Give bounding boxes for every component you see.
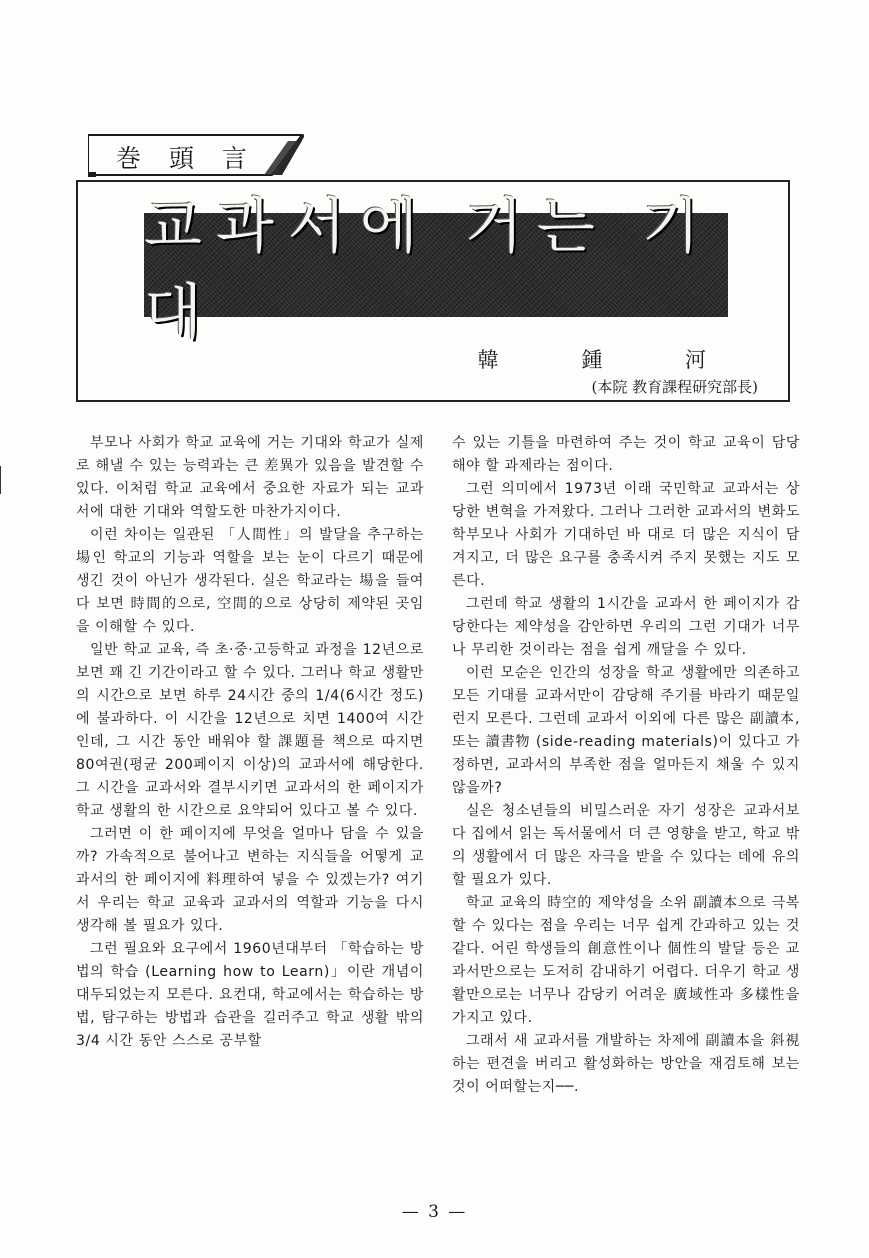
- author-affiliation: (本院 教育課程研究部長): [591, 378, 758, 396]
- title-banner: [144, 192, 728, 348]
- paragraph: 일반 학교 교육, 즉 초·중·고등학교 과정을 12년으로 보면 꽤 긴 기간이라고 할 수 있다. 그러나 학교 생활만의 시간으로 보면 하루 24시간 중의 1/4(6시간 정도)에 불과하다. 이 시간을 12년으로 치면 1400여 시간인데, 그 시간 동안 배워야 할 課題를 책으로 따지면 80여권(평균 200페이지 이상)의 교과서에 해당한다. 그 시간을 교과서와 결부시키면 교과서의 한 페이지가 학교 생활의 한 시간으로 요약되어 있다고 볼 수 있다.: [76, 642, 424, 819]
- title-box: [76, 180, 790, 402]
- paragraph: 실은 청소년들의 비밀스러운 자기 성장은 교과서보다 집에서 읽는 독서물에서 더 큰 영향을 받고, 학교 밖의 생활에서 더 많은 자극을 받을 수 있다는 데에 유의할 필요가 있다.: [452, 803, 800, 888]
- paragraph: 수 있는 기틀을 마련하여 주는 것이 학교 교육이 담당해야 할 과제라는 점이다.: [452, 435, 800, 474]
- paragraph: 그래서 새 교과서를 개발하는 차제에 副讀本을 斜視하는 편견을 버리고 활성화하는 방안을 재검토해 보는 것이 어떠할는지──.: [452, 1033, 800, 1095]
- page-number: — 3 —: [401, 1202, 468, 1222]
- paragraph: 이런 모순은 인간의 성장을 학교 생활에만 의존하고 모든 기대를 교과서만이 감당해 주기를 바라기 때문일런지 모른다. 그런데 교과서 이외에 다른 많은 副讀本, 또는 讀書物 (side-reading materials)이 있다고 가정하면, 교과서의 부족한 점을 얼마든지 채울 수 있지 않을까?: [452, 665, 800, 796]
- author-name: 韓 鍾 河: [477, 348, 744, 372]
- main-title: 교과서에 거는 기대: [144, 192, 714, 348]
- section-label: 巻 頭 言: [116, 144, 257, 173]
- paragraph: 그러면 이 한 페이지에 무엇을 얼마나 담을 수 있을까? 가속적으로 불어나고 변하는 지식들을 어떻게 교과서의 한 페이지에 料理하여 넣을 수 있겠는가? 여기서 우리는 학교 교육과 교과서의 역할과 기능을 다시 생각해 볼 필요가 있다.: [76, 826, 424, 934]
- paragraph: 부모나 사회가 학교 교육에 거는 기대와 학교가 실제로 해낼 수 있는 능력과는 큰 差異가 있음을 발견할 수 있다. 이처럼 학교 교육에서 중요한 자료가 되는 교과서에 대한 기대와 역할도한 마찬가지이다.: [76, 435, 424, 520]
- paragraph: 그런데 학교 생활의 1시간을 교과서 한 페이지가 감당한다는 제약성을 감안하면 우리의 그런 기대가 너무나 무리한 것이라는 점을 쉽게 깨달을 수 있다.: [452, 596, 800, 658]
- paragraph: 학교 교육의 時空的 제약성을 소위 副讀本으로 극복할 수 있다는 점을 우리는 너무 쉽게 간과하고 있는 것 같다. 어린 학생들의 創意性이나 個性의 발달 등은 교과서만으로는 도저히 감내하기 어렵다. 더우기 학교 생활만으로는 너무나 감당키 어려운 廣域性과 多樣性을 가지고 있다.: [452, 895, 800, 1026]
- right-column: [452, 432, 800, 1099]
- margin-mark: [0, 466, 1, 494]
- left-column: [76, 432, 424, 1053]
- paragraph: 그런 필요와 요구에서 1960년대부터 「학습하는 방법의 학습 (Learning how to Learn)」이란 개념이 대두되었는지 모른다. 요컨대, 학교에서는 학습하는 방법, 탐구하는 방법과 습관을 길러주고 학교 생활 밖의 3/4 시간 동안 스스로 공부할: [76, 941, 424, 1049]
- section-tag: [88, 133, 304, 177]
- paragraph: 이런 차이는 일관된 「人間性」의 발달을 추구하는 場인 학교의 기능과 역할을 보는 눈이 다르기 때문에 생긴 것이 아닌가 생각된다. 실은 학교라는 場을 들여다 보면 時間的으로, 空間的으로 상당히 제약된 곳임을 이해할 수 있다.: [76, 527, 424, 635]
- paragraph: 그런 의미에서 1973년 이래 국민학교 교과서는 상당한 변혁을 가져왔다. 그러나 그러한 교과서의 변화도 학부모나 사회가 기대하던 바 대로 더 많은 지식이 담겨지고, 더 많은 요구를 충족시켜 주지 못했는 지도 모른다.: [452, 481, 800, 589]
